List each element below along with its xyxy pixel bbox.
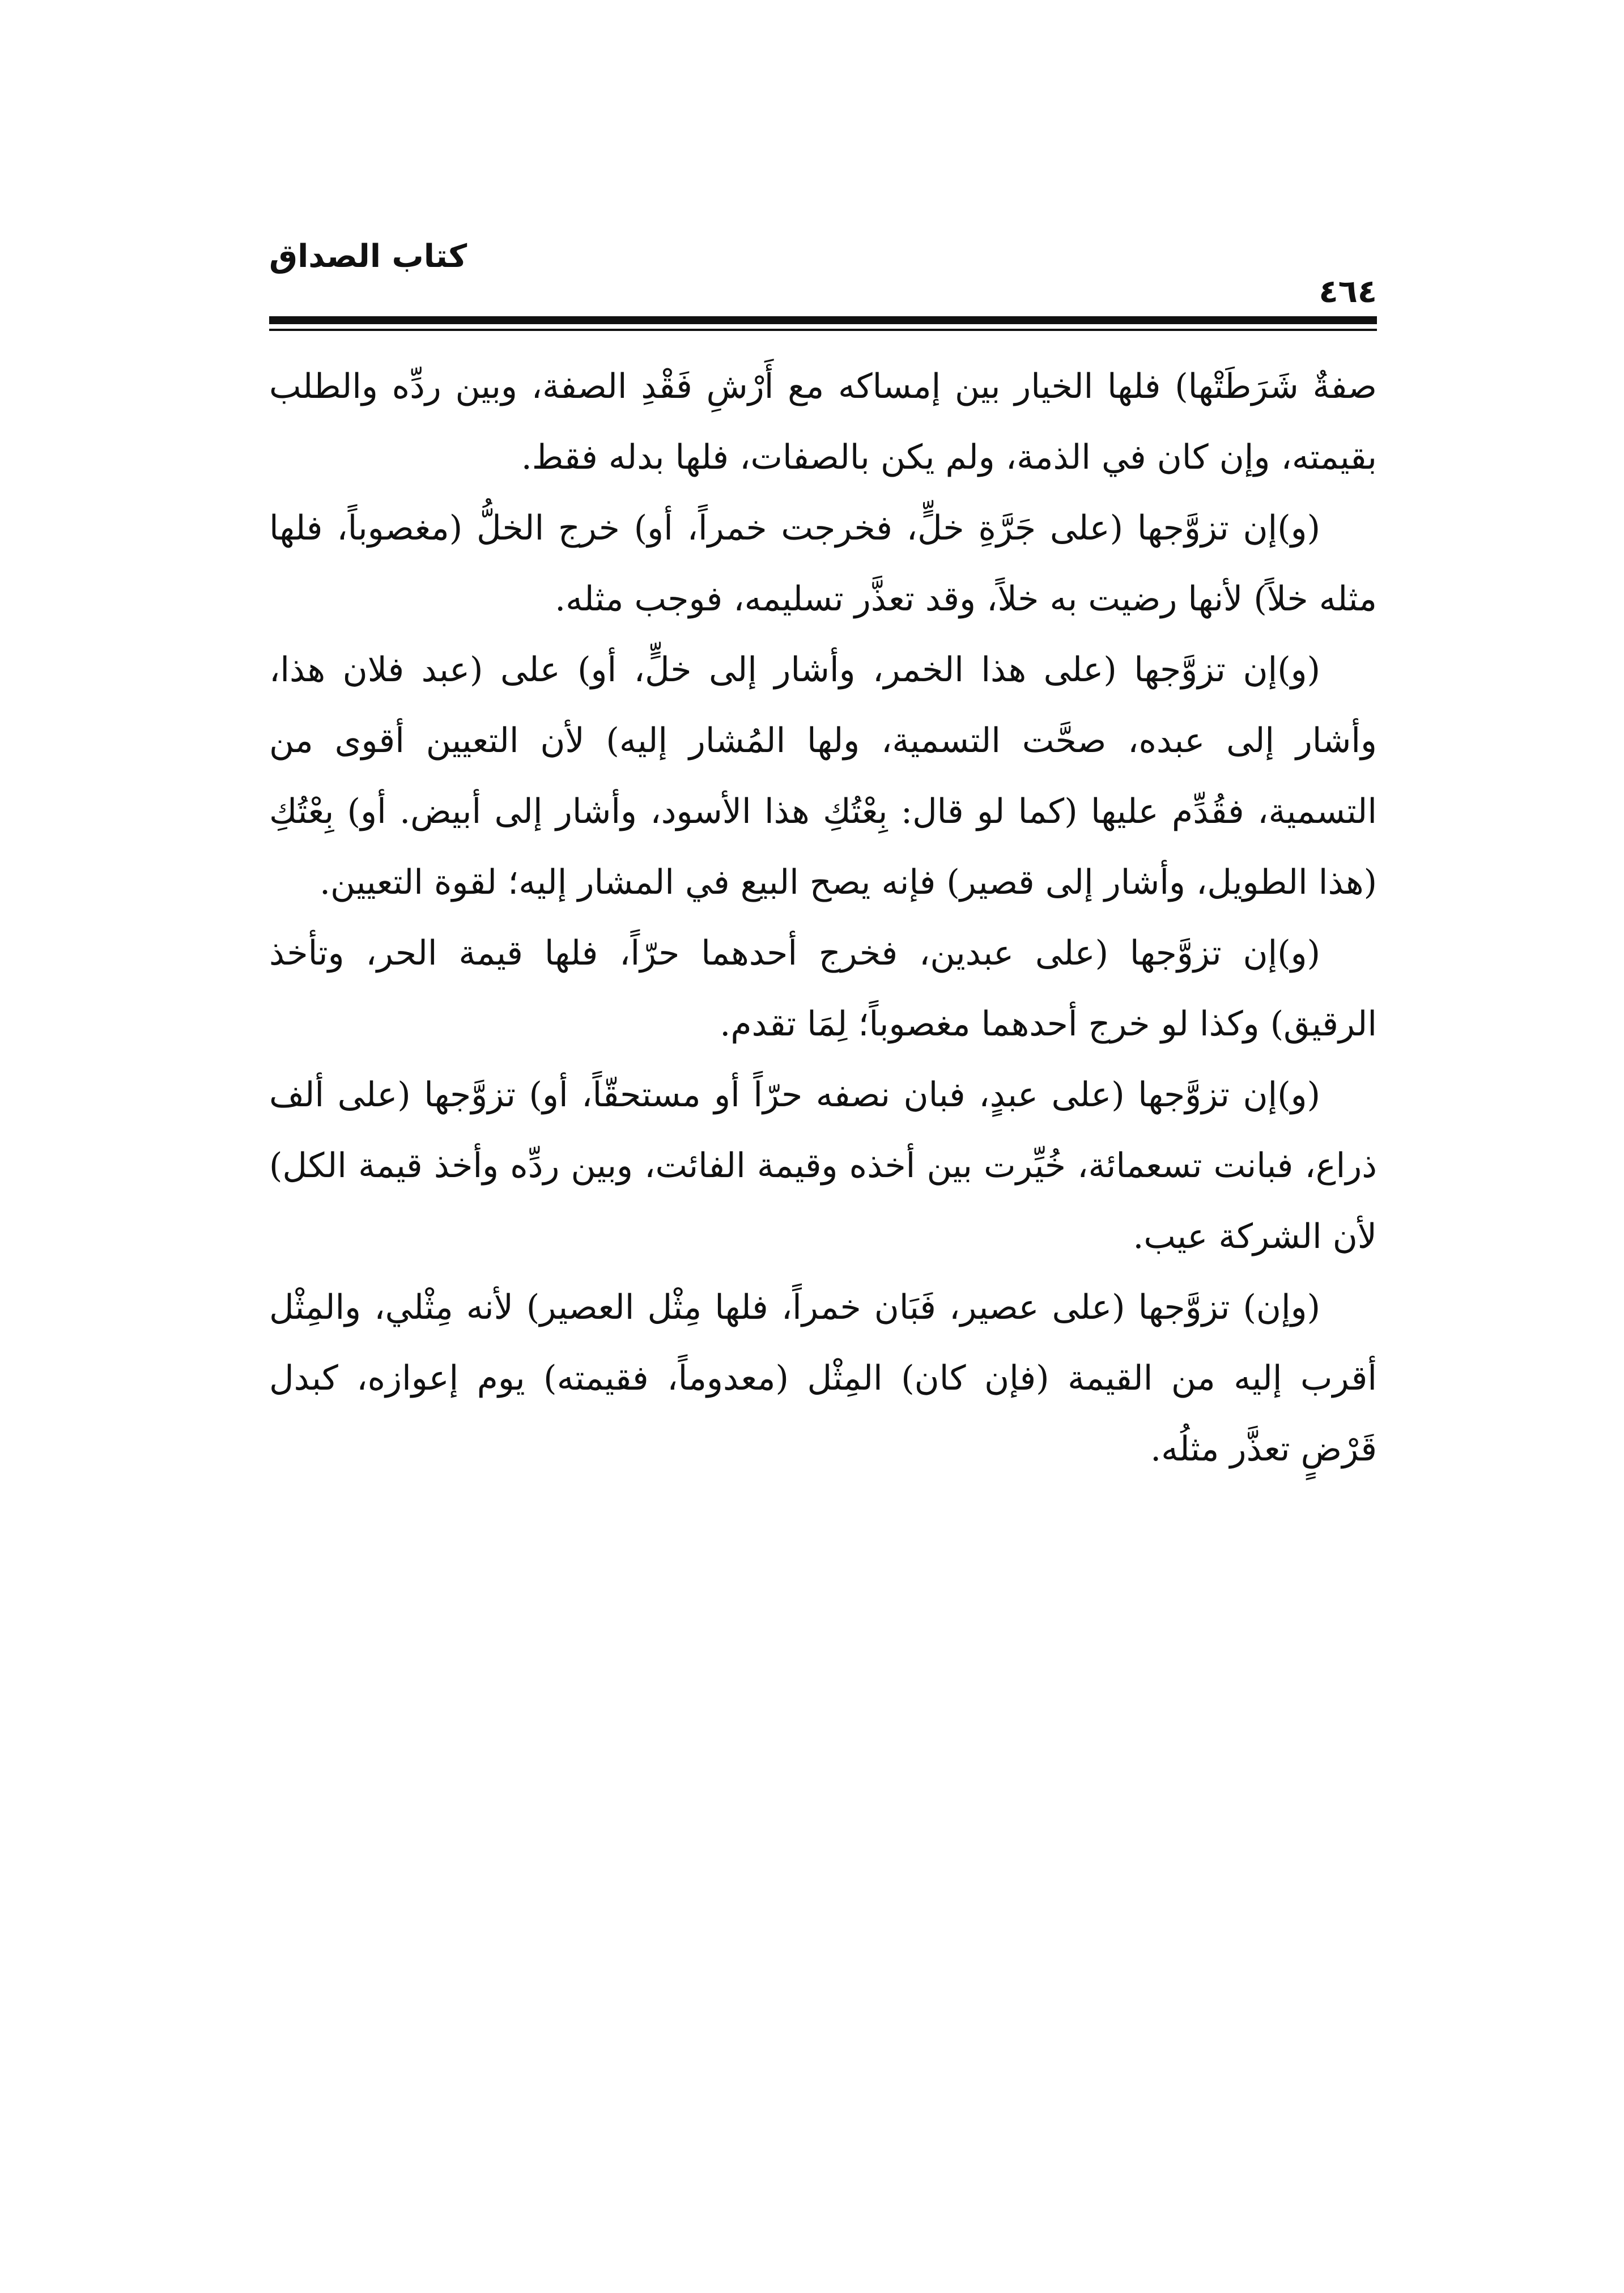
header-rule-thin — [269, 329, 1377, 331]
paragraph: (و)إن تزوَّجها (على جَرَّةِ خلٍّ، فخرجت خمراً، أو) خرج الخلُّ (مغصوباً، فلها مثله خلاً) لأنها رضيت به خلاً، وقد تعذَّر تسليمه، فوجب مثله. — [269, 508, 1377, 619]
running-title: كتاب الصداق — [269, 238, 467, 275]
page-number: ٤٦٤ — [1319, 273, 1377, 310]
paragraph: صفةٌ شَرَطَتْها) فلها الخيار بين إمساكه مع أَرْشِ فَقْدِ الصفة، وبين ردِّه والطلب بقيمته، وإن كان في الذمة، ولم يكن بالصفات، فلها بدله فقط. — [269, 367, 1377, 477]
paragraph: (وإن) تزوَّجها (على عصير، فَبَان خمراً، فلها مِثْل العصير) لأنه مِثْلي، والمِثْل أقرب إليه من القيمة (فإن كان) المِثْل (معدوماً، فقيمته) يوم إعوازه، كبدل قَرْضٍ تعذَّر مثلُه. — [269, 1288, 1377, 1469]
paragraph: (و)إن تزوَّجها (على عبدين، فخرج أحدهما حرّاً، فلها قيمة الحر، وتأخذ الرقيق) وكذا لو خرج أحدهما مغصوباً؛ لِمَا تقدم. — [269, 933, 1377, 1044]
paragraph: (و)إن تزوَّجها (على هذا الخمر، وأشار إلى خلٍّ، أو) على (عبد فلان هذا، وأشار إلى عبده، صحَّت التسمية، ولها المُشار إليه) لأن التعيين أقوى من التسمية، فقُدِّم عليها (كما لو قال: بِعْتُكِ هذا الأسود، وأشار إلى أبيض. أو) بِعْتُكِ (هذا الطويل، وأشار إلى قصير) فإنه يصح البيع في المشار إليه؛ لقوة التعيين. — [269, 650, 1377, 902]
header-rule-thick — [269, 316, 1377, 324]
running-header — [269, 238, 1377, 340]
page-body — [269, 351, 1377, 1485]
paragraph: (و)إن تزوَّجها (على عبدٍ، فبان نصفه حرّاً أو مستحقّاً، أو) تزوَّجها (على ألف ذراع، فبانت تسعمائة، خُيِّرت بين أخذه وقيمة الفائت، وبين ردِّه وأخذ قيمة الكل) لأن الشركة عيب. — [269, 1075, 1377, 1256]
